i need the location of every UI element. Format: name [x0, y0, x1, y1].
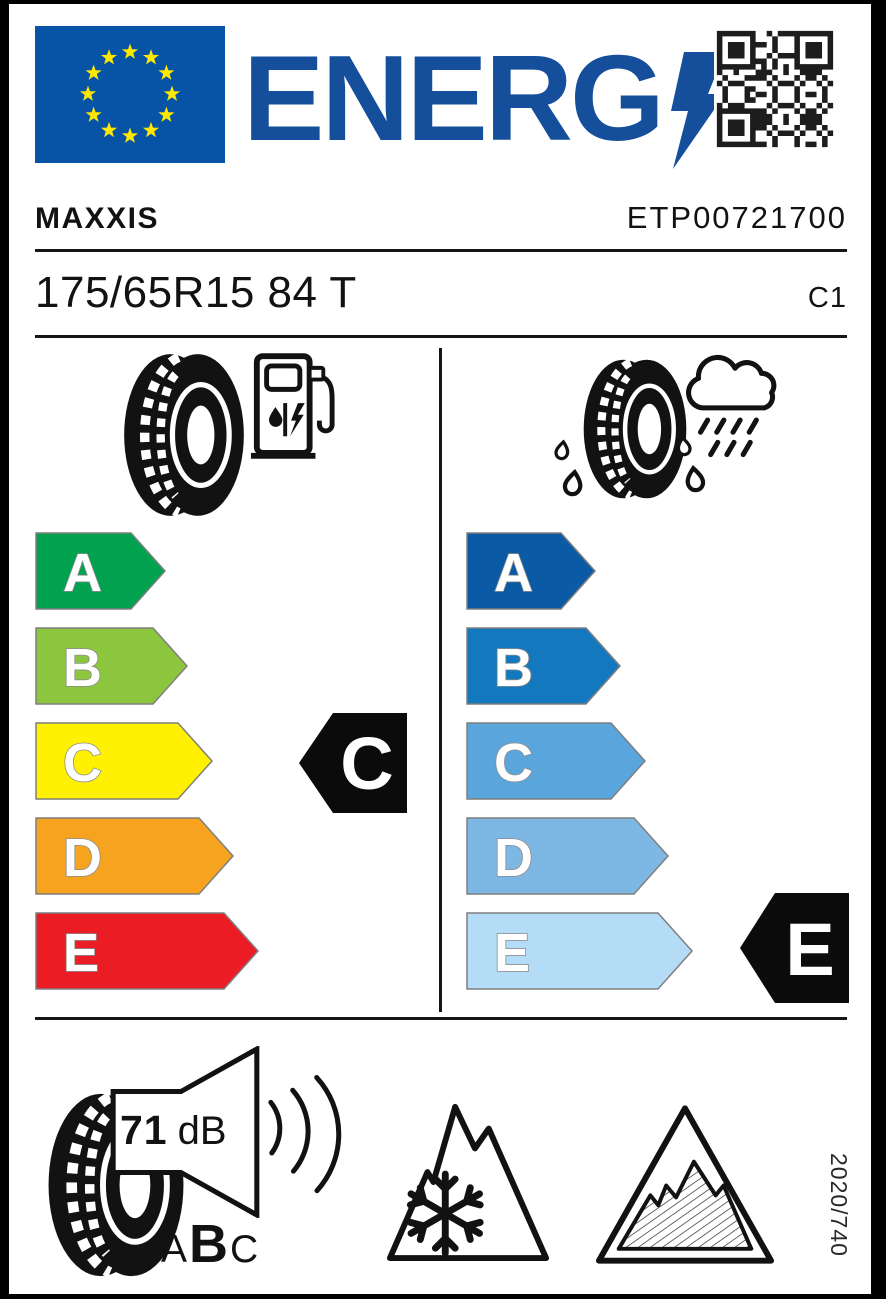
fuel-grade-d: [35, 817, 235, 895]
svg-text:C: C: [63, 733, 102, 793]
svg-text:D: D: [63, 828, 102, 888]
tire-size: 175/65R15 84 T: [35, 268, 357, 317]
vertical-divider: [439, 348, 442, 1012]
noise-class-a: A: [161, 1228, 188, 1271]
qr-code: [714, 28, 836, 155]
size-row: [35, 252, 847, 338]
noise-level: [120, 1107, 227, 1154]
noise-class-b-current: B: [189, 1214, 229, 1274]
footer: [35, 1020, 852, 1288]
svg-text:B: B: [494, 638, 533, 698]
fuel-rating-indicator: [297, 711, 409, 815]
fuel-grade-a: [35, 532, 167, 610]
wet-grade-e: [466, 912, 694, 990]
svg-text:E: E: [63, 923, 100, 983]
tire-class: C1: [807, 282, 847, 314]
svg-text:A: A: [494, 543, 533, 603]
wet-rating-indicator: [738, 891, 851, 1005]
wet-grade-d: [466, 817, 670, 895]
label-code: ETP00721700: [626, 200, 847, 235]
svg-text:D: D: [494, 828, 533, 888]
fuel-pump-icon: [249, 352, 337, 460]
rain-cloud-icon: [677, 351, 789, 483]
noise-db-unit: dB: [177, 1109, 227, 1153]
tire-icon: [121, 351, 247, 519]
wet-grade-b: [466, 627, 622, 705]
svg-text:C: C: [494, 733, 533, 793]
rating-scales: [9, 338, 871, 1017]
wet-grade-a: [466, 532, 597, 610]
fuel-grade-e: [35, 912, 260, 990]
energy-logo-text: ENERG: [243, 30, 662, 166]
sound-waves-icon: [257, 1062, 352, 1202]
brand-row: [35, 200, 847, 252]
ice-grip-icon: [591, 1102, 779, 1267]
svg-text:A: A: [63, 543, 102, 603]
fuel-grade-b: [35, 627, 189, 705]
svg-text:E: E: [494, 923, 531, 983]
header: [9, 4, 871, 176]
fuel-grade-c: [35, 722, 214, 800]
wet-grade-c: [466, 722, 647, 800]
noise-class-c: C: [230, 1228, 259, 1271]
svg-text:C: C: [340, 722, 394, 805]
noise-db-value: 71: [120, 1107, 168, 1153]
noise-class-scale: [161, 1213, 258, 1275]
snow-grip-3pmsf-icon: [384, 1095, 552, 1267]
eu-flag-icon: [35, 26, 225, 163]
brand-name: MAXXIS: [35, 202, 160, 235]
svg-text:E: E: [785, 908, 835, 991]
svg-text:B: B: [63, 638, 102, 698]
regulation-number: 2020/740: [826, 1153, 852, 1257]
energy-logo: [243, 30, 728, 170]
